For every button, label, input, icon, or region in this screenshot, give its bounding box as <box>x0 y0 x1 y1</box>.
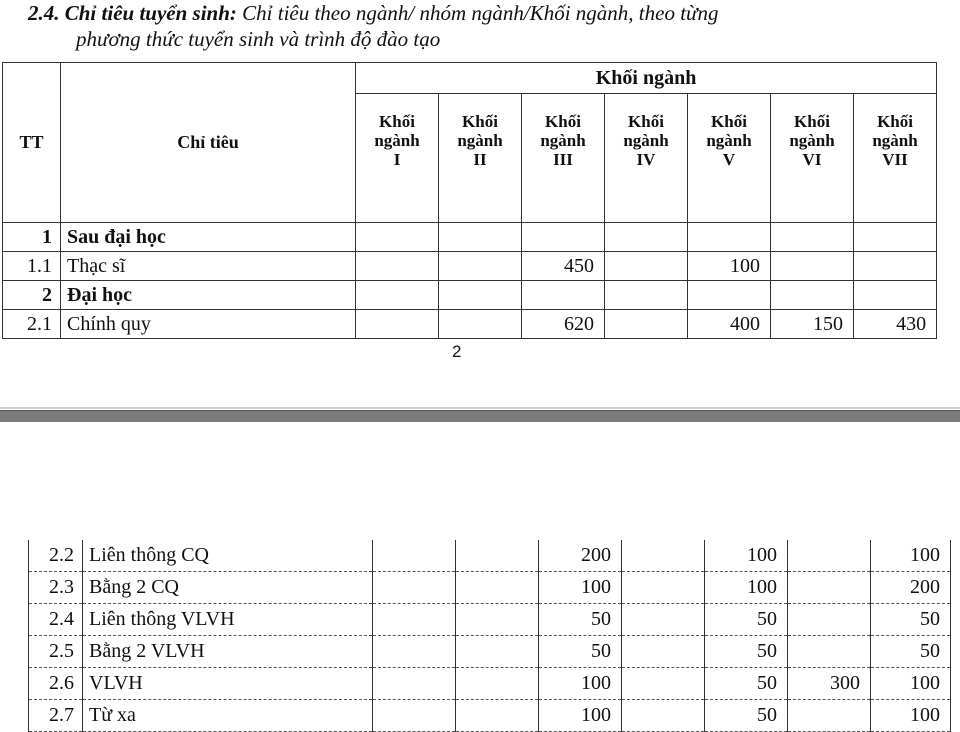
header-khoi-nganh-1-line3: I <box>393 150 401 169</box>
cell-khoi-nganh-1 <box>373 604 456 636</box>
header-khoi-nganh-4-line2: ngành <box>623 131 669 150</box>
row-tt: 2.7 <box>29 700 83 732</box>
cell-khoi-nganh-2 <box>439 252 522 281</box>
row-label: Liên thông CQ <box>83 540 373 572</box>
cell-khoi-nganh-2 <box>439 310 522 339</box>
cell-khoi-nganh-2 <box>439 281 522 310</box>
header-khoi-nganh-6-line1: Khối <box>794 112 830 131</box>
header-khoi-nganh-4-line1: Khối <box>628 112 664 131</box>
cell-khoi-nganh-2 <box>456 700 539 732</box>
section-line2: phương thức tuyển sinh và trình độ đào tạo <box>76 27 441 51</box>
cell-khoi-nganh-3: 450 <box>522 252 605 281</box>
cell-khoi-nganh-5: 400 <box>688 310 771 339</box>
header-khoi-nganh-4-line3: IV <box>636 150 656 169</box>
row-label: Thạc sĩ <box>61 252 356 281</box>
header-khoi-nganh-7 <box>854 94 937 223</box>
row-tt: 2.5 <box>29 636 83 668</box>
cell-khoi-nganh-7: 100 <box>871 540 951 572</box>
table-row <box>29 604 951 636</box>
header-khoi-nganh-3-line3: III <box>553 150 573 169</box>
cell-khoi-nganh-2 <box>456 636 539 668</box>
cell-khoi-nganh-4 <box>622 572 705 604</box>
header-khoi-nganh-6-line3: VI <box>802 150 822 169</box>
row-label: Chính quy <box>61 310 356 339</box>
cell-khoi-nganh-2 <box>456 572 539 604</box>
cell-khoi-nganh-4 <box>622 700 705 732</box>
table-row <box>29 636 951 668</box>
row-label: VLVH <box>83 668 373 700</box>
cell-khoi-nganh-1 <box>356 252 439 281</box>
cell-khoi-nganh-7 <box>854 281 937 310</box>
row-tt: 2.2 <box>29 540 83 572</box>
cell-khoi-nganh-3: 100 <box>539 700 622 732</box>
cell-khoi-nganh-6: 150 <box>771 310 854 339</box>
cell-khoi-nganh-6 <box>788 636 871 668</box>
row-label: Bằng 2 CQ <box>83 572 373 604</box>
cell-khoi-nganh-4 <box>605 252 688 281</box>
cell-khoi-nganh-4 <box>622 668 705 700</box>
cell-khoi-nganh-7: 50 <box>871 604 951 636</box>
row-tt: 1.1 <box>3 252 61 281</box>
header-khoi-nganh-3-line2: ngành <box>540 131 586 150</box>
header-khoi-nganh-2 <box>439 94 522 223</box>
header-khoi-nganh-3 <box>522 94 605 223</box>
header-khoi-nganh-5 <box>688 94 771 223</box>
cell-khoi-nganh-3: 620 <box>522 310 605 339</box>
cell-khoi-nganh-1 <box>373 540 456 572</box>
table-row <box>3 252 937 281</box>
cell-khoi-nganh-4 <box>605 223 688 252</box>
cell-khoi-nganh-5: 50 <box>705 636 788 668</box>
section-lead: Chỉ tiêu tuyển sinh: <box>64 1 237 25</box>
cell-khoi-nganh-1 <box>373 572 456 604</box>
row-tt: 2.4 <box>29 604 83 636</box>
cell-khoi-nganh-1 <box>373 700 456 732</box>
cell-khoi-nganh-3: 50 <box>539 604 622 636</box>
header-khoi-nganh-2-line3: II <box>473 150 487 169</box>
header-khoi-nganh-1-line1: Khối <box>379 112 415 131</box>
cell-khoi-nganh-4 <box>605 281 688 310</box>
row-label: Bằng 2 VLVH <box>83 636 373 668</box>
cell-khoi-nganh-7 <box>854 223 937 252</box>
table-row <box>3 310 937 339</box>
row-label: Từ xa <box>83 700 373 732</box>
cell-khoi-nganh-5: 100 <box>705 540 788 572</box>
table-row <box>3 223 937 252</box>
cell-khoi-nganh-2 <box>456 668 539 700</box>
cell-khoi-nganh-7: 50 <box>871 636 951 668</box>
cell-khoi-nganh-5: 50 <box>705 668 788 700</box>
row-tt: 2 <box>3 281 61 310</box>
cell-khoi-nganh-6 <box>788 604 871 636</box>
page-number: 2 <box>452 342 462 361</box>
cell-khoi-nganh-7: 100 <box>871 700 951 732</box>
row-label: Đại học <box>61 281 356 310</box>
header-khoi-nganh-5-line2: ngành <box>706 131 752 150</box>
quota-table-page1 <box>2 62 937 339</box>
table-row <box>29 572 951 604</box>
header-khoi-nganh-7-line2: ngành <box>872 131 918 150</box>
cell-khoi-nganh-6 <box>771 223 854 252</box>
header-khoi-nganh-2-line1: Khối <box>462 112 498 131</box>
cell-khoi-nganh-2 <box>456 604 539 636</box>
header-khoi-nganh-6 <box>771 94 854 223</box>
cell-khoi-nganh-7: 430 <box>854 310 937 339</box>
table-row <box>3 281 937 310</box>
header-khoi-nganh-1-line2: ngành <box>374 131 420 150</box>
page-divider-dark <box>0 410 960 422</box>
cell-khoi-nganh-1 <box>373 668 456 700</box>
cell-khoi-nganh-3 <box>522 281 605 310</box>
header-khoi-nganh-7-line3: VII <box>882 150 908 169</box>
cell-khoi-nganh-5: 50 <box>705 700 788 732</box>
table-body-page2 <box>29 540 951 732</box>
cell-khoi-nganh-3: 100 <box>539 572 622 604</box>
cell-khoi-nganh-6 <box>788 540 871 572</box>
cell-khoi-nganh-5 <box>688 281 771 310</box>
cell-khoi-nganh-6 <box>771 252 854 281</box>
row-label: Liên thông VLVH <box>83 604 373 636</box>
table-body-page1 <box>3 223 937 339</box>
cell-khoi-nganh-5: 50 <box>705 604 788 636</box>
cell-khoi-nganh-3: 50 <box>539 636 622 668</box>
cell-khoi-nganh-6: 300 <box>788 668 871 700</box>
cell-khoi-nganh-4 <box>605 310 688 339</box>
section-heading <box>28 0 948 52</box>
cell-khoi-nganh-7: 200 <box>871 572 951 604</box>
cell-khoi-nganh-2 <box>439 223 522 252</box>
header-khoi-nganh-6-line2: ngành <box>789 131 835 150</box>
cell-khoi-nganh-7 <box>854 252 937 281</box>
cell-khoi-nganh-5: 100 <box>705 572 788 604</box>
row-label: Sau đại học <box>61 223 356 252</box>
table-row <box>29 540 951 572</box>
page-divider-light <box>0 407 960 409</box>
cell-khoi-nganh-6 <box>771 281 854 310</box>
cell-khoi-nganh-3: 100 <box>539 668 622 700</box>
cell-khoi-nganh-3: 200 <box>539 540 622 572</box>
header-khoi-nganh-5-line1: Khối <box>711 112 747 131</box>
cell-khoi-nganh-3 <box>522 223 605 252</box>
row-tt: 2.1 <box>3 310 61 339</box>
header-khoi-nganh-4 <box>605 94 688 223</box>
row-tt: 1 <box>3 223 61 252</box>
section-number: 2.4. <box>28 1 60 25</box>
cell-khoi-nganh-4 <box>622 540 705 572</box>
header-khoi-nganh-2-line2: ngành <box>457 131 503 150</box>
row-tt: 2.6 <box>29 668 83 700</box>
cell-khoi-nganh-2 <box>456 540 539 572</box>
cell-khoi-nganh-1 <box>356 310 439 339</box>
cell-khoi-nganh-7: 100 <box>871 668 951 700</box>
table-row <box>29 700 951 732</box>
cell-khoi-nganh-5: 100 <box>688 252 771 281</box>
header-khoi-nganh-7-line1: Khối <box>877 112 913 131</box>
table-row <box>29 668 951 700</box>
cell-khoi-nganh-4 <box>622 636 705 668</box>
quota-table-page2 <box>28 540 951 732</box>
header-khoi-nganh-1 <box>356 94 439 223</box>
cell-khoi-nganh-6 <box>788 700 871 732</box>
cell-khoi-nganh-1 <box>356 281 439 310</box>
cell-khoi-nganh-1 <box>373 636 456 668</box>
header-chi-tieu: Chỉ tiêu <box>61 63 356 223</box>
header-khoi-nganh-3-line1: Khối <box>545 112 581 131</box>
header-khoi-nganh-5-line3: V <box>722 150 736 169</box>
section-rest-line1: Chỉ tiêu theo ngành/ nhóm ngành/Khối ngành, theo từng <box>236 1 719 25</box>
header-khoi-nganh: Khối ngành <box>356 63 937 94</box>
cell-khoi-nganh-6 <box>788 572 871 604</box>
row-tt: 2.3 <box>29 572 83 604</box>
cell-khoi-nganh-5 <box>688 223 771 252</box>
header-tt: TT <box>3 63 61 223</box>
cell-khoi-nganh-1 <box>356 223 439 252</box>
cell-khoi-nganh-4 <box>622 604 705 636</box>
